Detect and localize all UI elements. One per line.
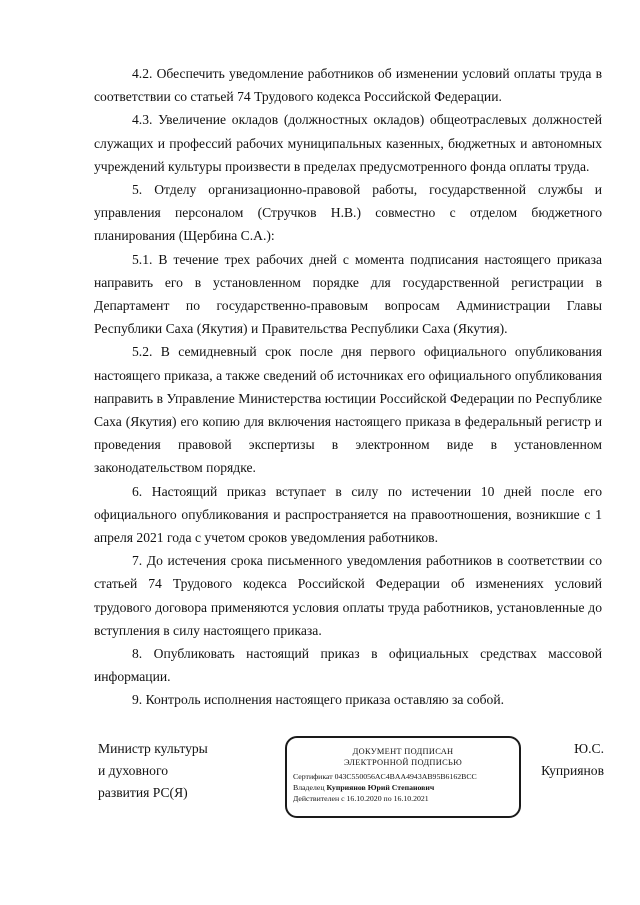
stamp-owner-name: Куприянов Юрий Степанович (326, 783, 435, 792)
stamp-title-line: ЭЛЕКТРОННОЙ ПОДПИСЬЮ (343, 758, 463, 767)
paragraph-5-1: 5.1. В течение трех рабочих дней с момента подписания настоящего приказа направить его в установленном порядке для государственной регистрации в Департамент по государственно-правовым вопросам Администрации Главы Республики Саха (Якутия) и Правительства Республики Саха (Якутия). (94, 251, 602, 337)
signatory-initials: Ю.С. (574, 741, 604, 756)
signatory-position (98, 738, 208, 804)
document-body (94, 62, 602, 712)
paragraph-6: 6. Настоящий приказ вступает в силу по истечении 10 дней после его официального опубликования и распространяется на правоотношения, возникшие с 1 апреля 2021 года с учетом сроков уведомления работников. (94, 483, 602, 546)
stamp-validity: Действителен с 16.10.2020 по 16.10.2021 (293, 794, 429, 803)
stamp-title (287, 746, 519, 768)
paragraph-8: 8. Опубликовать настоящий приказ в официальных средствах массовой информации. (94, 646, 602, 685)
signatory-surname: Куприянов (541, 763, 604, 778)
position-line: развития РС(Я) (98, 785, 188, 800)
paragraph-4-3: 4.3. Увеличение окладов (должностных окладов) общеотраслевых должностей служащих и профессий рабочих муниципальных казенных, бюджетных и автономных учреждений культуры произвести в пределах предусмотренного фонда оплаты труда. (94, 112, 602, 174)
position-line: и духовного (98, 763, 168, 778)
electronic-signature-stamp (285, 736, 521, 818)
stamp-owner (287, 782, 519, 793)
position-line: Министр культуры (98, 741, 208, 756)
stamp-owner-label: Владелец (293, 783, 325, 792)
stamp-certificate: Сертификат 043C550056AC4BAA4943AB95B6162BCC (293, 772, 477, 781)
signatory-name (524, 738, 604, 782)
paragraph-4-2: 4.2. Обеспечить уведомление работников об изменении условий оплаты труда в соответствии со статьей 74 Трудового кодекса Российской Федерации. (94, 66, 602, 105)
paragraph-9: 9. Контроль исполнения настоящего приказа оставляю за собой. (132, 692, 505, 708)
paragraph-7: 7. До истечения срока письменного уведомления работников в соответствии со статьей 74 Трудового кодекса Российской Федерации об изменениях условий трудового договора применяются условия оплаты труда работников, установленные до вступления в силу настоящего приказа. (94, 553, 602, 638)
paragraph-5: 5. Отделу организационно-правовой работы, государственной службы и управления персоналом (Стручков Н.В.) совместно с отделом бюджетного планирования (Щербина С.А.): (94, 182, 602, 244)
stamp-title-line: ДОКУМЕНТ ПОДПИСАН (352, 747, 454, 756)
paragraph-5-2: 5.2. В семидневный срок после дня первого официального опубликования настоящего приказа, а также сведений об источниках его официального опубликования направить в Управление Министерства юстиции Российской Федерации по Республике Саха (Якутия) его копию для включения настоящего приказа в федеральный регистр и проведения правовой экспертизы в электронном виде в установленном законодательством порядке. (94, 344, 602, 476)
